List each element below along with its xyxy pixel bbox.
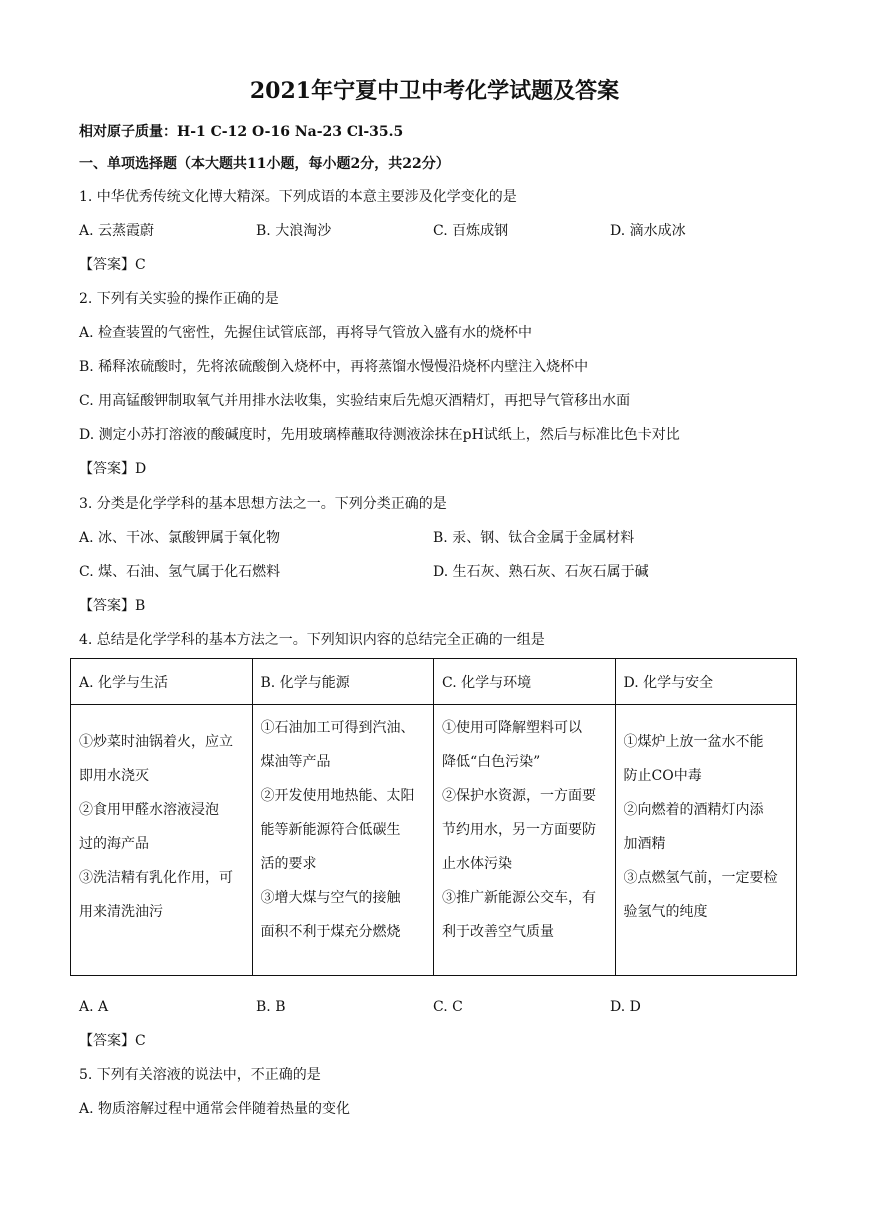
q4-cell-c-line: 节约用水，另一方面要防 <box>442 822 596 838</box>
q2-option-a: A. 检查装置的气密性，先握住试管底部，再将导气管放入盛有水的烧杯中 <box>79 325 533 341</box>
q4-cell-b-line: ①石油加工可得到汽油、 <box>260 720 415 736</box>
q2-option-c: C. 用高锰酸钾制取氧气并用排水法收集，实验结束后先熄灭酒精灯，再把导气管移出水面 <box>79 393 631 409</box>
q4-cell-d-line: ②向燃着的酒精灯内添 <box>623 802 764 818</box>
q4-header-b: B. 化学与能源 <box>252 659 434 705</box>
q1-answer: 【答案】C <box>79 257 146 273</box>
q4-cell-b-line: ③增大煤与空气的接触 <box>260 890 401 906</box>
q4-table-body-row <box>71 705 797 976</box>
q4-cell-b-line: 能等新能源符合低碳生 <box>260 822 401 838</box>
q1-option-b: B. 大浪淘沙 <box>256 223 332 239</box>
q4-option-d: D. D <box>610 999 641 1015</box>
q4-cell-c-line: ①使用可降解塑料可以 <box>442 720 582 736</box>
q2-stem: 2. 下列有关实验的操作正确的是 <box>79 291 279 307</box>
q4-option-b: B. B <box>256 999 286 1015</box>
q2-answer: 【答案】D <box>79 461 147 477</box>
q4-answer: 【答案】C <box>79 1033 146 1049</box>
q2-option-b: B. 稀释浓硫酸时，先将浓硫酸倒入烧杯中，再将蒸馏水慢慢沿烧杯内壁注入烧杯中 <box>79 359 589 375</box>
q4-cell-c-line: ②保护水资源，一方面要 <box>442 788 596 804</box>
q2-option-d: D. 测定小苏打溶液的酸碱度时，先用玻璃棒蘸取待测液涂抹在pH试纸上，然后与标准比色卡对比 <box>79 427 680 443</box>
q4-cell-d-line: 防止CO中毒 <box>623 768 702 784</box>
q4-table-header-row <box>71 659 797 705</box>
q4-header-a: A. 化学与生活 <box>71 659 253 705</box>
q1-option-d: D. 滴水成冰 <box>610 223 686 239</box>
q4-cell-d-line: 验氢气的纯度 <box>623 904 708 920</box>
q4-cell-a-line: ①炒菜时油锅着火，应立 <box>79 734 233 750</box>
q1-option-c: C. 百炼成钢 <box>433 223 509 239</box>
q4-cell-a-line: 过的海产品 <box>79 836 149 852</box>
q4-cell-d-line: 加酒精 <box>623 836 666 852</box>
q4-cell-c-line: ③推广新能源公交车，有 <box>442 890 596 906</box>
q3-stem: 3. 分类是化学学科的基本思想方法之一。下列分类正确的是 <box>79 496 447 512</box>
q4-cell-a-line: ③洗洁精有乳化作用，可 <box>79 870 233 886</box>
q5-stem: 5. 下列有关溶液的说法中，不正确的是 <box>79 1067 321 1083</box>
q4-cell-b-line: ②开发使用地热能、太阳 <box>260 788 415 804</box>
q4-option-c: C. C <box>433 999 463 1015</box>
q4-cell-a <box>71 705 253 976</box>
q4-table <box>70 658 797 976</box>
q4-cell-b-line: 面积不利于煤充分燃烧 <box>260 924 401 940</box>
q4-cell-a-line: 用来清洗油污 <box>79 904 163 920</box>
q3-option-c: C. 煤、石油、氢气属于化石燃料 <box>79 564 281 580</box>
q5-option-a: A. 物质溶解过程中通常会伴随着热量的变化 <box>79 1101 351 1117</box>
q4-cell-b-line: 煤油等产品 <box>260 754 331 770</box>
q1-stem: 1. 中华优秀传统文化博大精深。下列成语的本意主要涉及化学变化的是 <box>79 189 517 205</box>
q4-stem: 4. 总结是化学学科的基本方法之一。下列知识内容的总结完全正确的一组是 <box>79 632 545 648</box>
q1-option-a: A. 云蒸霞蔚 <box>79 223 155 239</box>
q4-cell-c-line: 止水体污染 <box>442 856 512 872</box>
atomic-mass-line: 相对原子质量：H-1 C-12 O-16 Na-23 Cl-35.5 <box>79 124 404 140</box>
q4-option-a: A. A <box>79 999 109 1015</box>
q4-cell-c <box>434 705 616 976</box>
section-heading: 一、单项选择题（本大题共11小题，每小题2分，共22分） <box>79 156 450 172</box>
q4-cell-d <box>615 705 797 976</box>
q4-cell-a-line: ②食用甲醛水溶液浸泡 <box>79 802 219 818</box>
q4-cell-d-line: ③点燃氢气前，一定要检 <box>623 870 778 886</box>
q3-option-b: B. 汞、钢、钛合金属于金属材料 <box>433 530 635 546</box>
q4-cell-d-line: ①煤炉上放一盆水不能 <box>623 734 764 750</box>
q4-header-d: D. 化学与安全 <box>615 659 797 705</box>
q4-cell-c-line: 降低“白色污染” <box>442 754 541 770</box>
q4-header-c: C. 化学与环境 <box>434 659 616 705</box>
q4-cell-b-line: 活的要求 <box>260 856 317 872</box>
q3-answer: 【答案】B <box>79 598 146 614</box>
page-title: 2021年宁夏中卫中考化学试题及答案 <box>249 78 620 104</box>
q3-option-d: D. 生石灰、熟石灰、石灰石属于碱 <box>433 564 649 580</box>
q4-cell-b <box>252 705 434 976</box>
q4-cell-a-line: 即用水浇灭 <box>79 768 149 784</box>
q3-option-a: A. 冰、干冰、氯酸钾属于氧化物 <box>79 530 281 546</box>
q4-cell-c-line: 利于改善空气质量 <box>442 924 554 940</box>
